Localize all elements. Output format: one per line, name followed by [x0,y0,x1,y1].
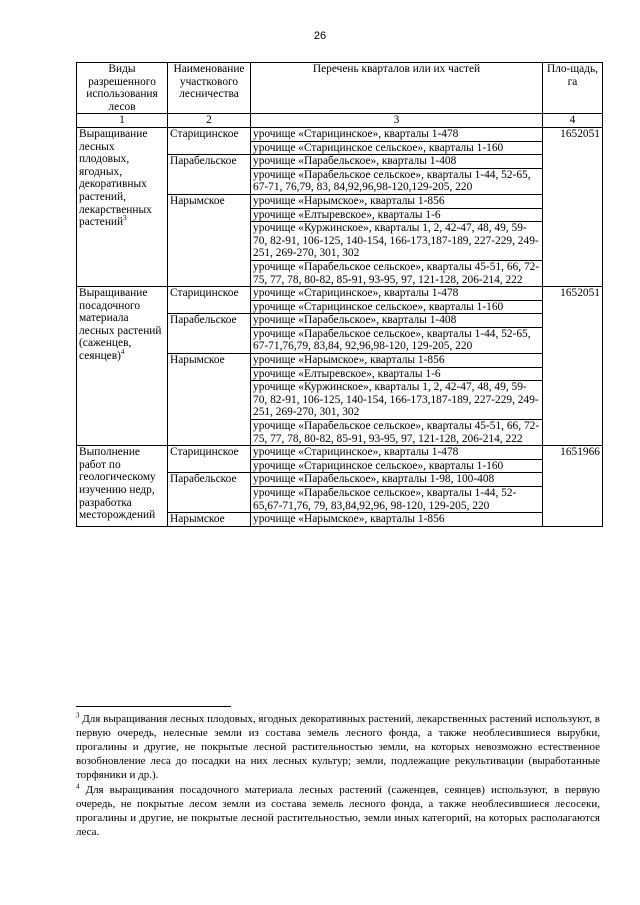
use-type-text: Выращивание посадочного материала лесных растений (саженцев, сеянцев) [79,287,162,363]
area-value: 1652051 [543,287,603,446]
quarter-list-item: урочище «Парабельское сельское», кварталы 45-51, 66, 72-75, 77, 78, 80-82, 85-91, 93-95, 97, 121-128, 206-214, 222 [251,420,543,446]
forestry-name: Парабельское [168,314,251,354]
footnote-text: Для выращивания лесных плодовых, ягодных декоративных растений, лекарственных растений используют, в первую очередь, нелесные земли из состава земель лесного фонда, а также необлесившиеся вырубки, прогалины и другие, не покрытые лесной растительностью земли, на которых невозможно естественное возобновление леса до посадки на них лесных культур; земли, подлежащие рекультивации (выработанные торфяники и др.). [76,713,600,782]
quarter-list-item: урочище «Елтыревское», кварталы 1-6 [251,208,543,222]
quarter-list-item: урочище «Парабельское сельское», кварталы 1-44, 52-65,67-71,76, 79, 83,84,92,96, 98-120, 129-205, 220 [251,487,543,513]
use-type-cell [77,127,168,286]
use-type-cell [77,287,168,446]
column-number: 1 [77,114,168,128]
use-type-cell [77,446,168,527]
quarter-list-item: урочище «Нарымское», кварталы 1-856 [251,513,543,527]
column-header: Пло-щадь, га [543,63,603,114]
forestry-name: Парабельское [168,473,251,513]
column-number: 4 [543,114,603,128]
use-type-text: Выполнение работ по геологическому изучению недр, разработка месторождений [79,446,156,522]
table-row [77,287,603,301]
forestry-name: Нарымское [168,513,251,527]
area-value: 1652051 [543,127,603,286]
forestry-name: Старицинское [168,127,251,154]
quarter-list-item: урочище «Парабельское сельское», кварталы 1-44, 52-65, 67-71,76,79, 83,84, 92,96,98-120, 129-205, 220 [251,327,543,353]
quarter-list-item: урочище «Парабельское», кварталы 1-408 [251,155,543,169]
quarter-list-item: урочище «Нарымское», кварталы 1-856 [251,194,543,208]
forestry-name: Нарымское [168,194,251,286]
column-number: 2 [168,114,251,128]
area-value: 1651966 [543,446,603,527]
column-header: Наименование участкового лесничества [168,63,251,114]
footnote-text: Для выращивания посадочного материала лесных растений (саженцев, сеянцев) используют, в первую очередь, не покрытые лесом земли из состава земель лесного фонда, а также необлесившиеся лесосеки, прогалины и другие, не покрытые лесной растительностью, земли иных категорий, на которых располагаются леса. [76,784,601,839]
page-number: 26 [313,30,327,42]
column-header: Виды разрешенного использования лесов [77,63,168,114]
footnote-ref: 4 [120,348,125,357]
forestry-name: Старицинское [168,287,251,314]
column-number-row [77,114,603,128]
footnote-mark: 4 [76,782,80,791]
quarter-list-item: урочище «Куржинское», кварталы 1, 2, 42-47, 48, 49, 59-70, 82-91, 106-125, 140-154, 166-173,187-189, 227-229, 249-251, 269-270, 301, 302 [251,381,543,420]
quarter-list-item: урочище «Парабельское сельское», кварталы 45-51, 66, 72-75, 77, 78, 80-82, 85-91, 93-95, 97, 121-128, 206-214, 222 [251,260,543,286]
column-header: Перечень кварталов или их частей [251,63,543,114]
quarter-list-item: урочище «Старицинское», кварталы 1-478 [251,446,543,460]
forestry-name: Нарымское [168,354,251,446]
quarter-list-item: урочище «Парабельское», кварталы 1-98, 100-408 [251,473,543,487]
quarter-list-item: урочище «Старицинское сельское», кварталы 1-160 [251,300,543,314]
footnote-4 [76,783,600,839]
footnote-divider [76,706,231,707]
quarter-list-item: урочище «Парабельское», кварталы 1-408 [251,314,543,328]
quarter-list-item: урочище «Старицинское сельское», кварталы 1-160 [251,459,543,473]
column-number: 3 [251,114,543,128]
quarter-list-item: урочище «Старицинское», кварталы 1-478 [251,287,543,301]
use-type-text: Выращивание лесных плодовых, ягодных, декоративных растений, лекарственных растений [79,127,152,229]
forest-use-table [76,62,603,527]
quarter-list-item: урочище «Нарымское», кварталы 1-856 [251,354,543,368]
quarter-list-item: урочище «Старицинское сельское», кварталы 1-160 [251,141,543,155]
footnote-ref: 3 [123,214,127,223]
forestry-name: Старицинское [168,446,251,473]
table-header-row [77,63,603,114]
footnote-3 [76,712,600,782]
forestry-name: Парабельское [168,155,251,195]
footnote-mark: 3 [76,711,80,720]
table-row [77,127,603,141]
quarter-list-item: урочище «Старицинское», кварталы 1-478 [251,127,543,141]
quarter-list-item: урочище «Куржинское», кварталы 1, 2, 42-47, 48, 49, 59-70, 82-91, 106-125, 140-154, 166-173,187-189, 227-229, 249-251, 269-270, 301, 302 [251,222,543,261]
quarter-list-item: урочище «Парабельское сельское», кварталы 1-44, 52-65, 67-71, 76,79, 83, 84,92,96,98-120,129-205, 220 [251,168,543,194]
table-row [77,446,603,460]
quarter-list-item: урочище «Елтыревское», кварталы 1-6 [251,367,543,381]
